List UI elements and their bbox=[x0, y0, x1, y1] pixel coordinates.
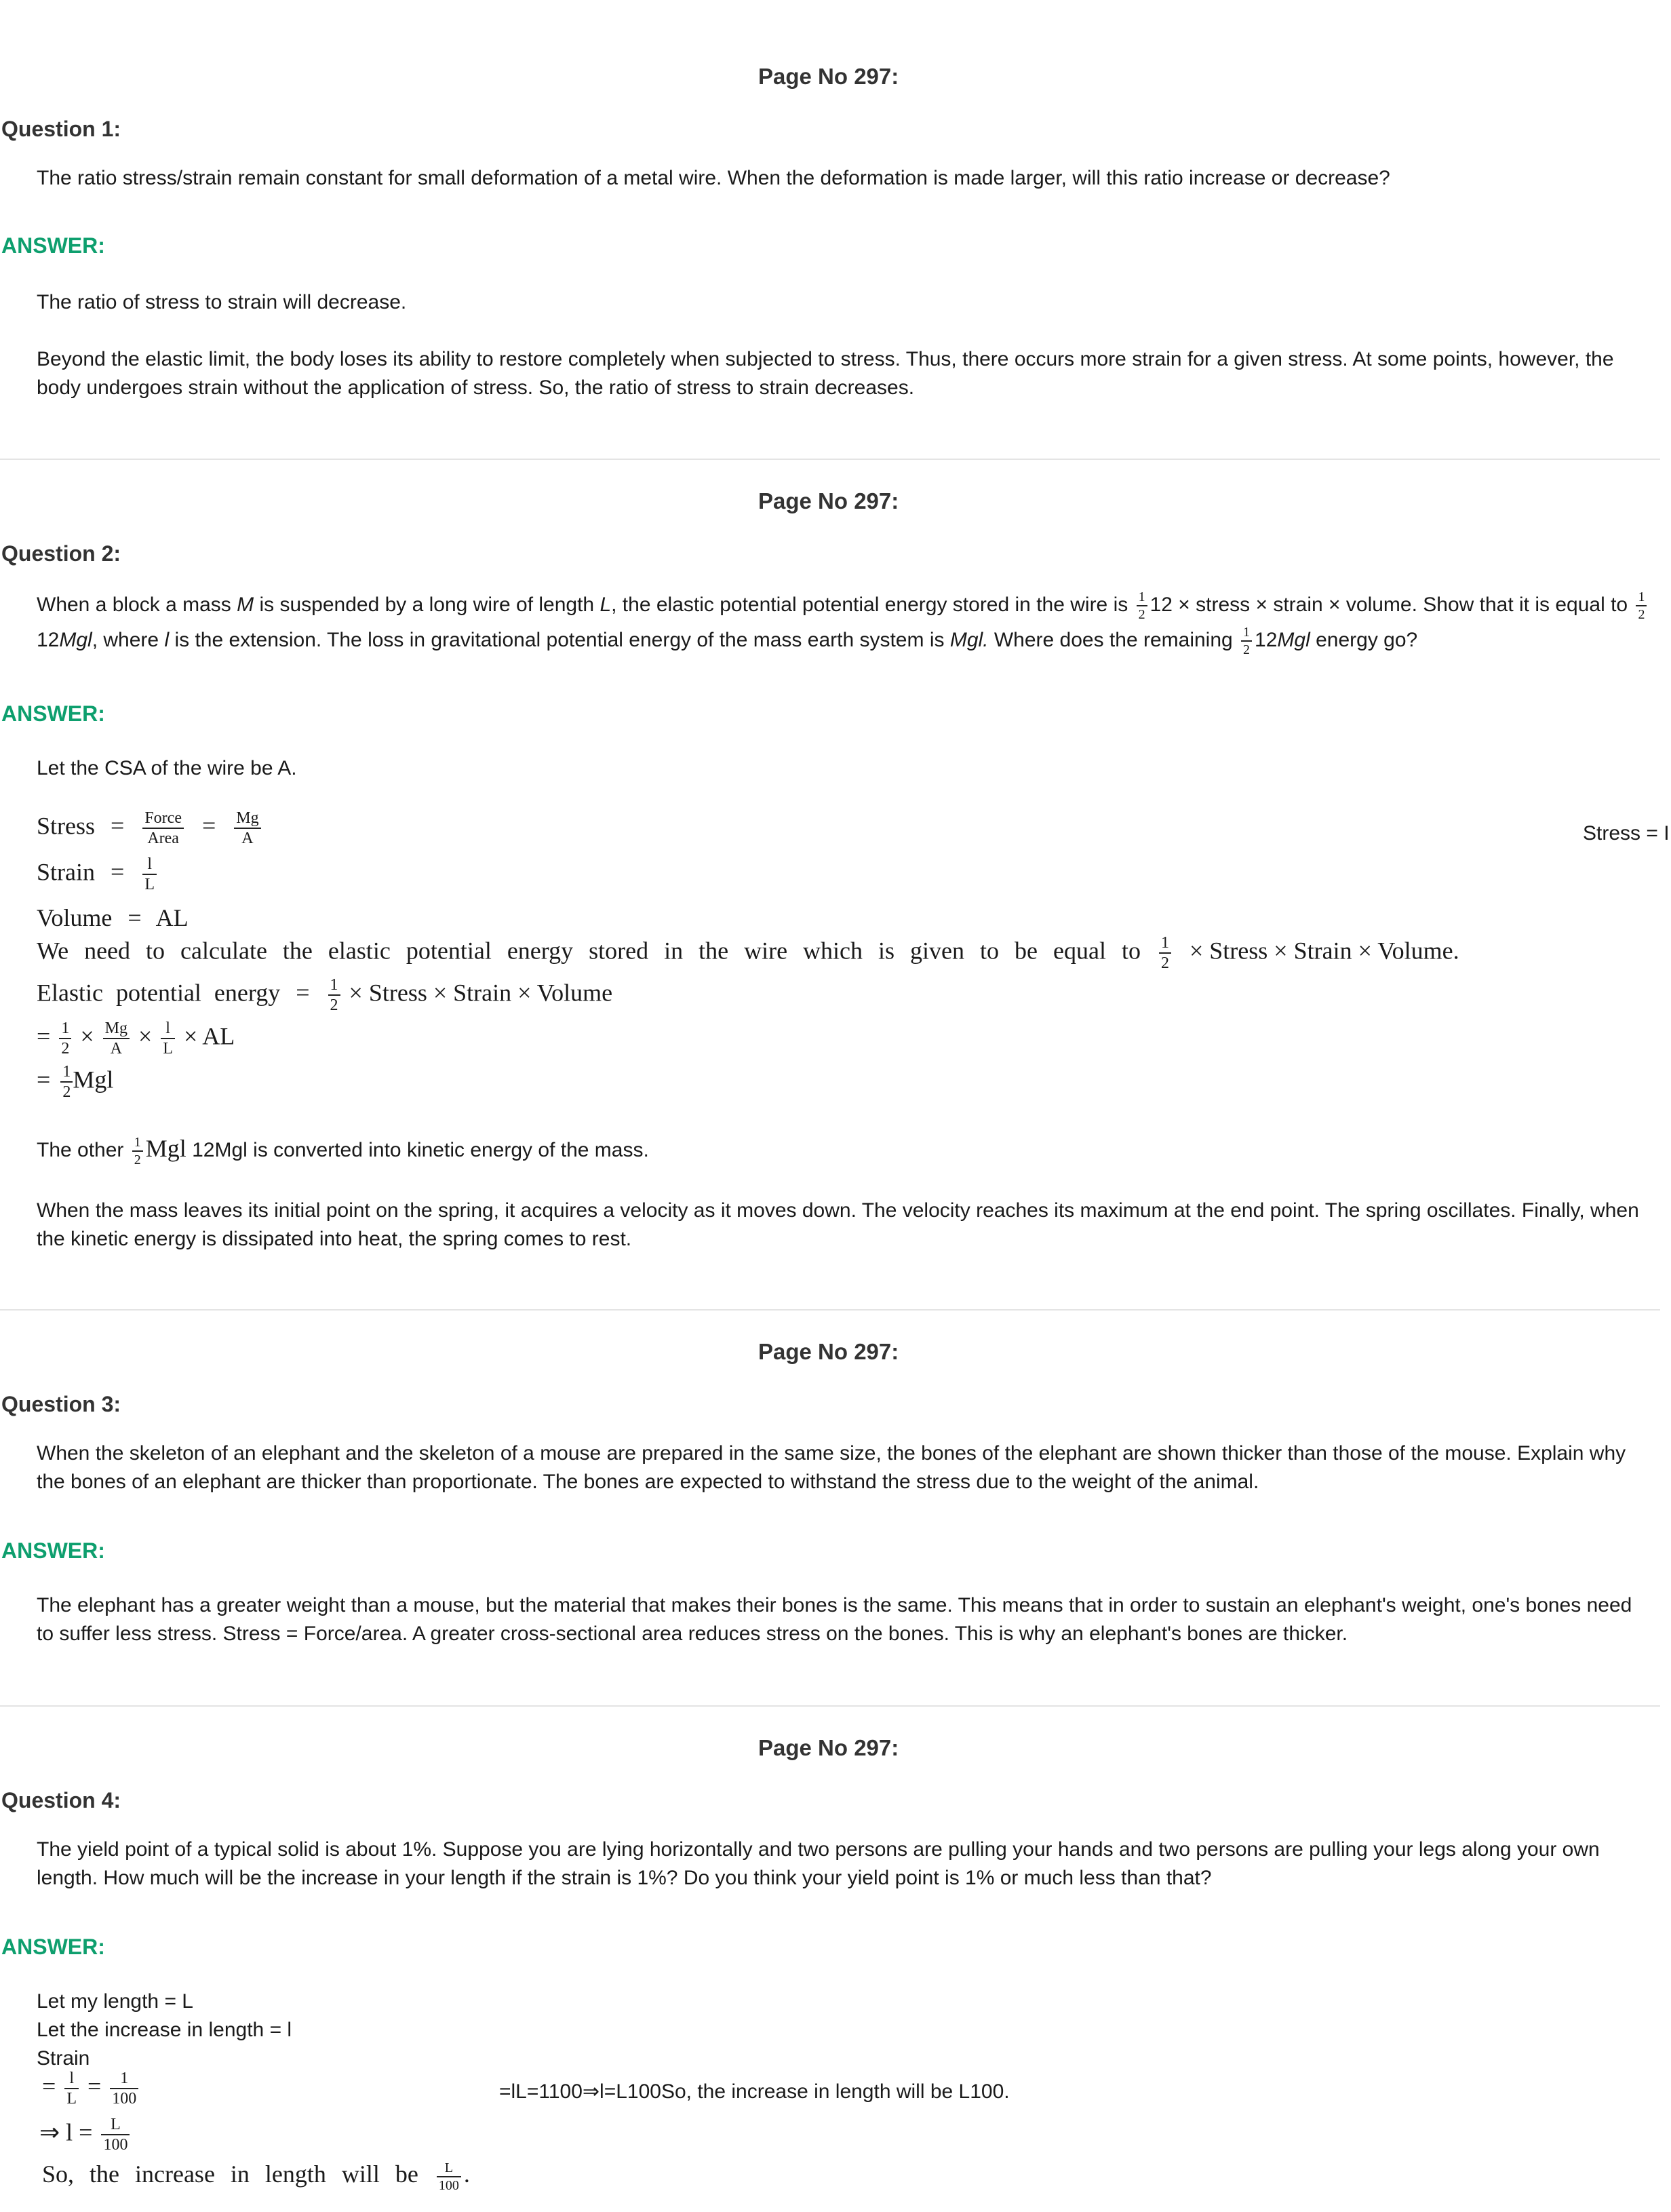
increase-equation: ⇒ l = $\frac{L}{100}$ bbox=[39, 2116, 132, 2153]
answer-4-line-length: Let my length = L bbox=[37, 1990, 193, 2013]
section-divider bbox=[0, 1309, 1660, 1311]
page-number-label: Page No 297: bbox=[758, 488, 899, 513]
answer-2-heading: ANSWER: bbox=[1, 701, 105, 726]
stress-equation: Stress = $\frac{\text{Force}}{\text{Area}}$ = $\frac{Mg}{A}$ bbox=[37, 810, 264, 847]
answer-4-heading: ANSWER: bbox=[1, 1935, 105, 1959]
page-number-label: Page No 297: bbox=[758, 1735, 899, 1760]
answer-3-text: The elephant has a greater weight than a mouse, but the material that makes their bones is the same. This means that in order to sustain an elephant's weight, one's bones need to suffer less stress. Stress = Force/area. A greater cross-sectional area reduces stress on the bones. This is why an elephant's bones are thicker. bbox=[37, 1594, 1632, 1645]
question-2-heading: Question 2: bbox=[1, 541, 121, 566]
page-number-label: Page No 297: bbox=[758, 1339, 899, 1364]
volume-equation: Volume = AL bbox=[37, 904, 189, 931]
question-4-text: The yield point of a typical solid is about 1%. Suppose you are lying horizontally and two persons are pulling your hands and two persons are pulling your legs along your own length. How much will be the increase in your length if the strain is 1%? Do you think your yield point is 1% or much less than that? bbox=[37, 1838, 1600, 1889]
question-1-heading: Question 1: bbox=[1, 117, 121, 141]
fraction-half: $\frac{1}{2}$ bbox=[1241, 625, 1252, 657]
increase-conclusion: So, the increase in length will be $\frac{L}{100}$ . bbox=[42, 2160, 470, 2193]
question-1-text: The ratio stress/strain remain constant for small deformation of a metal wire. When the deformation is made larger, will this ratio increase or decrease? bbox=[37, 167, 1390, 189]
fraction-half: $\frac{1}{2}$ bbox=[1636, 590, 1647, 621]
elastic-energy-statement: We need to calculate the elastic potential energy stored in the wire which is given to be equal to $\frac{1}{2}$ × Stress × Strain × Volume. bbox=[37, 934, 1459, 972]
strain-equation: Strain = $\frac{l}{L}$ bbox=[37, 856, 159, 893]
answer-2-explanation: When the mass leaves its initial point on the spring, it acquires a velocity as it moves down. The velocity reaches its maximum at the end point. The spring oscillates. Finally, when the kinetic energy is dissipated into heat, the spring comes to rest. bbox=[37, 1199, 1639, 1250]
section-divider bbox=[0, 459, 1660, 460]
fraction-half: $\frac{1}{2}$ bbox=[1137, 590, 1147, 621]
answer-4-line-increase: Let the increase in length = l bbox=[37, 2019, 292, 2041]
answer-1-explanation: Beyond the elastic limit, the body loses its ability to restore completely when subjected to stress. Thus, there occurs more strain for a given stress. At some points, however, the body undergoes strain without the application of stress. So, the ratio of stress to strain decreases. bbox=[37, 348, 1614, 399]
elastic-energy-equation: Elastic potential energy = $\frac{1}{2}$ × Stress × Strain × Volume bbox=[37, 976, 613, 1014]
section-divider bbox=[0, 1705, 1660, 1707]
question-4-heading: Question 4: bbox=[1, 1788, 121, 1812]
question-3-text: When the skeleton of an elephant and the skeleton of a mouse are prepared in the same size, the bones of the elephant are shown thicker than those of the mouse. Explain why the bones of an elephant are thicker than proportionate. The bones are expected to withstand the stress due to the weight of the animal. bbox=[37, 1442, 1626, 1493]
csa-line: Let the CSA of the wire be A. bbox=[37, 757, 297, 779]
answer-3-heading: ANSWER: bbox=[1, 1538, 105, 1563]
answer-4-line-strain: Strain bbox=[37, 2047, 90, 2070]
force-over-area-fraction: $\frac{\text{Force}}{\text{Area}}$ bbox=[142, 810, 184, 847]
strain-ratio-equation: = $\frac{l}{L}$ = $\frac{1}{100}$ bbox=[42, 2070, 141, 2107]
answer-1-heading: ANSWER: bbox=[1, 233, 105, 258]
elastic-energy-result: = $\frac{1}{2}$ Mgl bbox=[37, 1063, 114, 1101]
other-energy-line: The other $\frac{1}{2}$ Mgl 12Mgl is converted into kinetic energy of the mass. bbox=[37, 1135, 649, 1168]
elastic-energy-substitution: = $\frac{1}{2}$ × $\frac{Mg}{A}$ × $\frac{l}{L}$ × AL bbox=[37, 1020, 235, 1058]
question-3-heading: Question 3: bbox=[1, 1392, 121, 1416]
stress-right-fragment: Stress = I bbox=[1583, 822, 1670, 845]
raw-equation-text: =lL=1100⇒l=L100So, the increase in length will be L100. bbox=[499, 2080, 1010, 2103]
answer-1-text: The ratio of stress to strain will decrease. bbox=[37, 291, 407, 313]
question-2-text: When a block a mass M is suspended by a long wire of length L, the elastic potential potential energy stored in the wire is $\frac{1}{2}$ 12 × stress × strain × volume. Show that it is equal to $\frac{1}{2}$ 12Mgl, where l is the extension. The loss in gravitational potential energy of the mass earth system is Mgl. Where does the remaining $\frac{1}{2}$ 12Mgl energy go? bbox=[37, 587, 1651, 658]
page-number-label: Page No 297: bbox=[758, 64, 899, 89]
